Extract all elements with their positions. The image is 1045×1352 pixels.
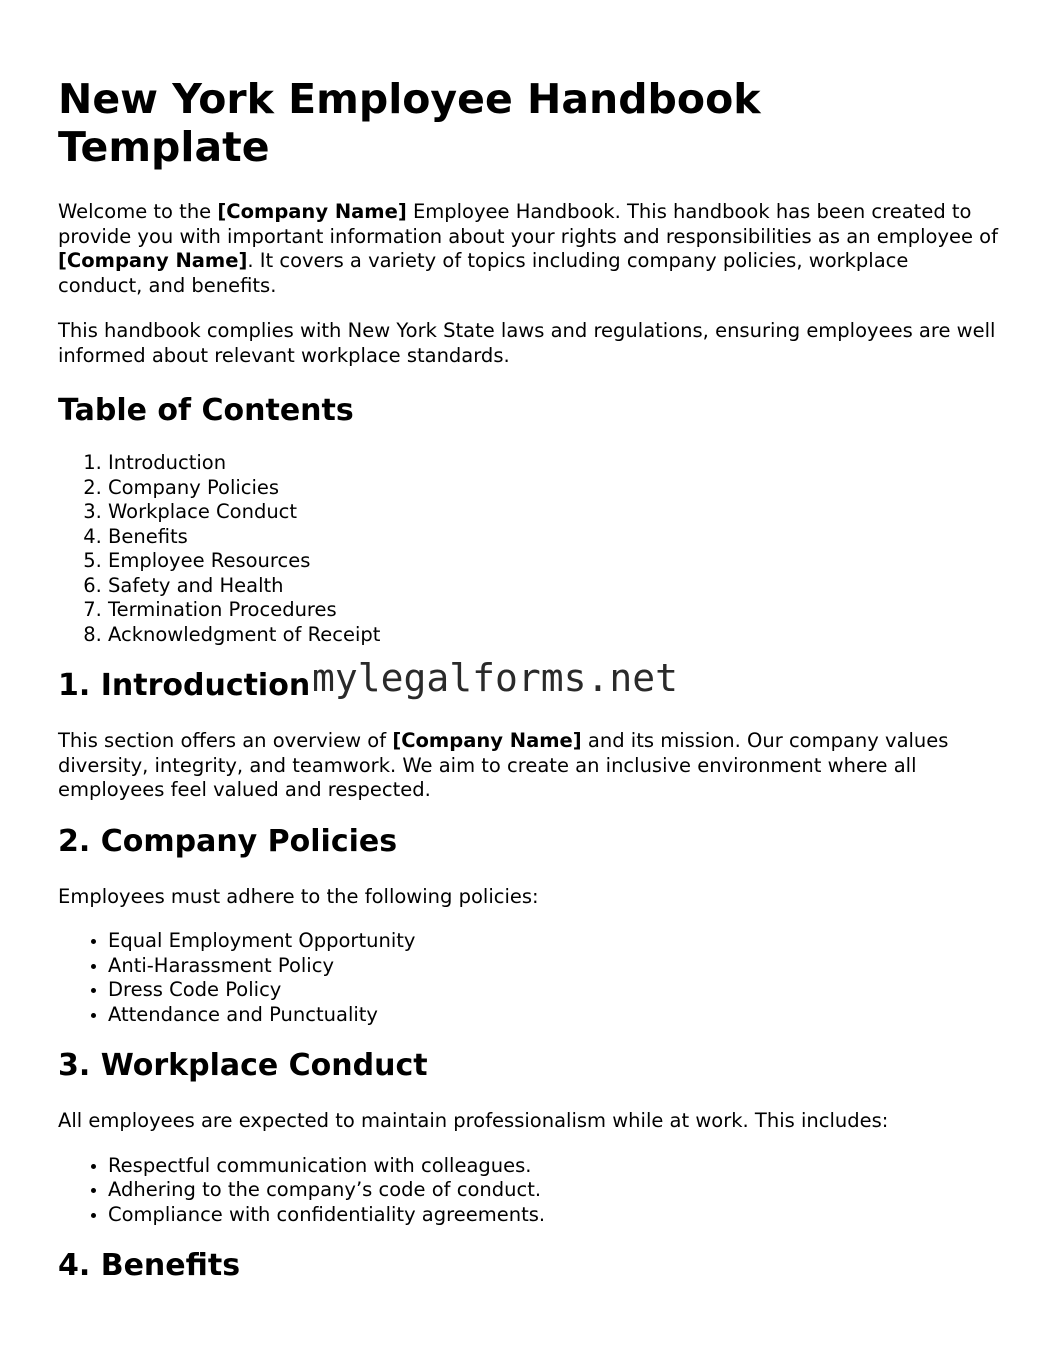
section-heading-policies: 2. Company Policies xyxy=(58,823,398,859)
introduction-paragraph xyxy=(58,729,998,803)
toc-item: 2. Company Policies xyxy=(108,476,998,501)
toc-item: 4. Benefits xyxy=(108,525,998,550)
toc-item: 1. Introduction xyxy=(108,451,998,476)
list-item: • Attendance and Punctuality xyxy=(108,1003,998,1028)
policies-lead: Employees must adhere to the following policies: xyxy=(58,884,539,908)
welcome-text-3: . It covers a variety of topics including company policies, workplace conduct, and benefits. xyxy=(58,249,909,297)
toc-item: 3. Workplace Conduct xyxy=(108,500,998,525)
company-name-placeholder: [Company Name] xyxy=(58,249,248,272)
toc-item: 8. Acknowledgment of Receipt xyxy=(108,623,998,648)
list-item: • Equal Employment Opportunity xyxy=(108,929,998,954)
compliance-paragraph: This handbook complies with New York State laws and regulations, ensuring employees are well informed about relevant workplace standards. xyxy=(58,319,996,367)
toc-item: 5. Employee Resources xyxy=(108,549,998,574)
list-item: • Respectful communication with colleagues. xyxy=(108,1154,998,1179)
list-item: • Anti-Harassment Policy xyxy=(108,954,998,979)
company-name-placeholder: [Company Name] xyxy=(217,200,407,223)
toc-heading: Table of Contents xyxy=(58,393,354,428)
introduction-text-1: This section offers an overview of xyxy=(58,729,393,752)
section-heading-benefits: 4. Benefits xyxy=(58,1248,241,1283)
section-heading-conduct: 3. Workplace Conduct xyxy=(58,1048,428,1083)
toc-item: 7. Termination Procedures xyxy=(108,598,998,623)
introduction-text-2: and its mission. Our company values diversity, integrity, and teamwork. We aim to create an inclusive environment where all employees feel valued and respected. xyxy=(58,729,949,801)
list-item: • Adhering to the company’s code of conduct. xyxy=(108,1178,998,1203)
toc-item: 6. Safety and Health xyxy=(108,574,998,599)
conduct-list xyxy=(58,1154,998,1228)
section-heading-introduction: 1. Introduction xyxy=(58,668,311,703)
document-page xyxy=(58,0,998,1284)
toc-list xyxy=(58,451,998,647)
conduct-lead: All employees are expected to maintain professionalism while at work. This includes: xyxy=(58,1109,889,1132)
document-title: New York Employee Handbook Template xyxy=(58,75,761,171)
list-item: • Compliance with confidentiality agreements. xyxy=(108,1203,998,1228)
policies-list xyxy=(58,929,998,1027)
welcome-paragraph xyxy=(58,200,998,298)
welcome-text-1: Welcome to the xyxy=(58,200,218,223)
welcome-text-2: Employee Handbook. This handbook has been created to provide you with important information about your rights and responsibilities as an employee of xyxy=(58,200,998,248)
watermark: mylegalforms.net xyxy=(312,656,679,700)
company-name-placeholder: [Company Name] xyxy=(392,729,582,752)
list-item: • Dress Code Policy xyxy=(108,978,998,1003)
